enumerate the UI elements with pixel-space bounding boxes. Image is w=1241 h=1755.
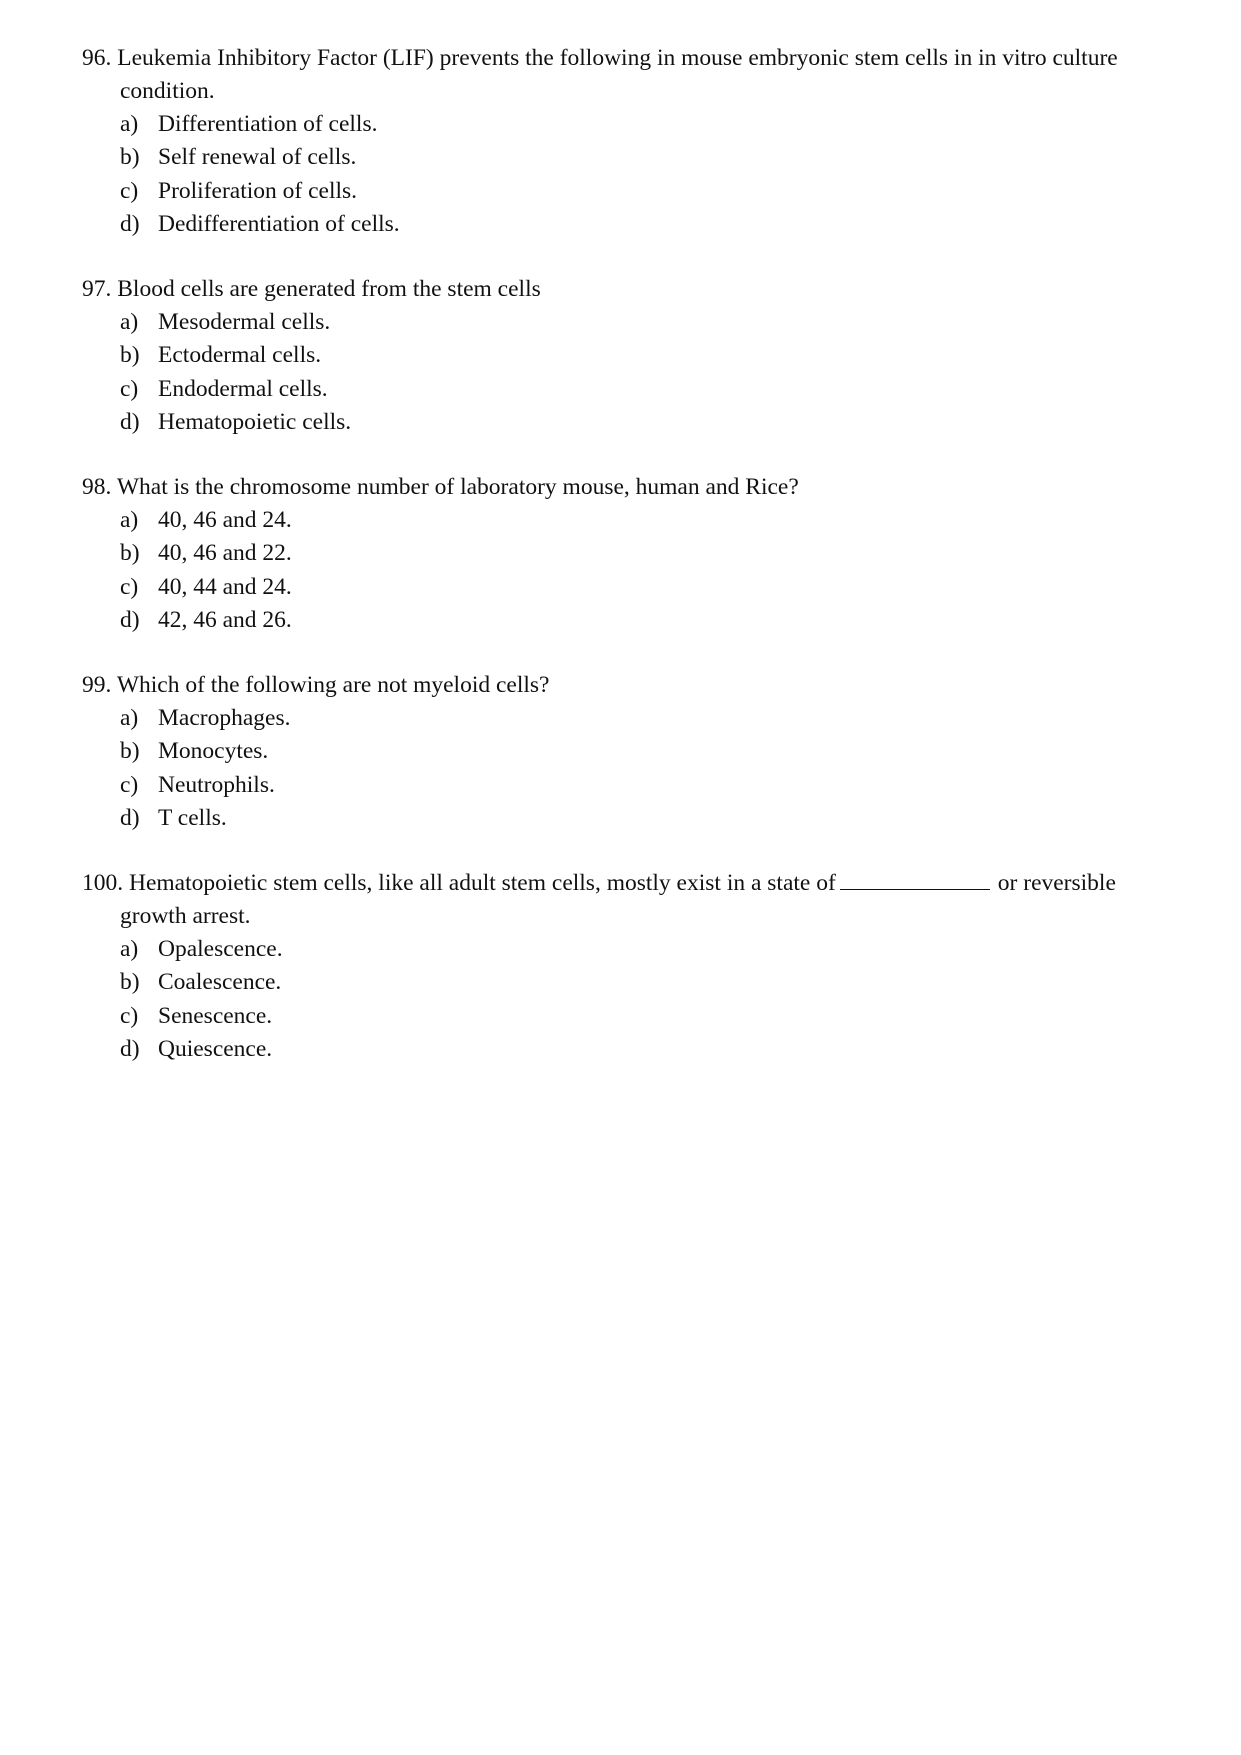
question-number: 98. (82, 474, 112, 500)
option-c (120, 175, 1162, 208)
option-text: 40, 44 and 24. (158, 573, 292, 600)
option-letter: a) (120, 309, 139, 335)
option-letter: b) (120, 738, 140, 765)
option-letter: a) (120, 936, 139, 962)
question-97 (82, 273, 1162, 439)
option-c (120, 571, 1162, 604)
question-number: 100. (82, 870, 124, 896)
option-letter: a) (120, 705, 139, 731)
option-letter: d) (120, 1035, 140, 1062)
question-99 (82, 669, 1162, 835)
option-a (120, 933, 1162, 966)
question-number: 96. (82, 45, 112, 71)
question-text-after-blank: or reversible growth arrest. (120, 870, 1116, 929)
option-text: Neutrophils. (158, 771, 275, 798)
option-text: Monocytes. (158, 738, 269, 765)
question-text: What is the chromosome number of laboratory mouse, human and Rice? (116, 474, 799, 500)
question-stem (82, 669, 1162, 702)
question-number: 99. (82, 672, 112, 698)
option-b (120, 141, 1162, 174)
option-text: Dedifferentiation of cells. (158, 210, 400, 237)
option-c (120, 373, 1162, 406)
question-text: Leukemia Inhibitory Factor (LIF) prevents the following in mouse embryonic stem cells in in vitro culture condition. (117, 45, 1118, 104)
option-text: Macrophages. (158, 705, 291, 731)
option-d (120, 1033, 1162, 1066)
option-c (120, 769, 1162, 802)
question-96 (82, 42, 1162, 241)
option-letter: b) (120, 540, 140, 567)
option-text: Differentiation of cells. (158, 111, 378, 137)
option-c (120, 1000, 1162, 1033)
option-letter: d) (120, 606, 140, 633)
option-d (120, 208, 1162, 241)
option-letter: d) (120, 804, 140, 831)
option-list (82, 702, 1162, 835)
question-stem (82, 42, 1162, 108)
option-a (120, 306, 1162, 339)
option-d (120, 802, 1162, 835)
option-text: 42, 46 and 26. (158, 606, 292, 633)
question-number: 97. (82, 276, 112, 302)
question-98 (82, 471, 1162, 637)
option-letter: c) (120, 573, 139, 600)
option-list (82, 306, 1162, 439)
question-text-before-blank: Hematopoietic stem cells, like all adult stem cells, mostly exist in a state of (129, 870, 836, 896)
option-letter: c) (120, 177, 139, 204)
option-letter: d) (120, 408, 140, 435)
option-d (120, 604, 1162, 637)
fill-in-blank (840, 869, 990, 890)
question-text: Which of the following are not myeloid cells? (116, 672, 550, 698)
option-b (120, 966, 1162, 999)
option-text: Self renewal of cells. (158, 144, 357, 171)
option-list (82, 933, 1162, 1066)
option-list (82, 108, 1162, 241)
option-text: Quiescence. (158, 1035, 273, 1062)
option-text: Coalescence. (158, 969, 282, 996)
question-stem (82, 273, 1162, 306)
option-a (120, 504, 1162, 537)
option-list (82, 504, 1162, 637)
question-stem (82, 471, 1162, 504)
option-letter: c) (120, 771, 139, 798)
option-a (120, 702, 1162, 735)
option-text: Senescence. (158, 1002, 273, 1029)
option-text: Opalescence. (158, 936, 283, 962)
question-stem (82, 867, 1162, 933)
option-text: Hematopoietic cells. (158, 408, 352, 435)
option-d (120, 406, 1162, 439)
option-a (120, 108, 1162, 141)
option-letter: a) (120, 507, 139, 533)
option-letter: b) (120, 969, 140, 996)
option-letter: a) (120, 111, 139, 137)
option-letter: b) (120, 144, 140, 171)
option-letter: d) (120, 210, 140, 237)
option-b (120, 339, 1162, 372)
option-text: 40, 46 and 24. (158, 507, 292, 533)
option-letter: b) (120, 342, 140, 369)
option-text: Ectodermal cells. (158, 342, 322, 369)
option-letter: c) (120, 1002, 139, 1029)
option-text: Mesodermal cells. (158, 309, 331, 335)
option-text: 40, 46 and 22. (158, 540, 292, 567)
option-text: Endodermal cells. (158, 375, 328, 402)
option-letter: c) (120, 375, 139, 402)
option-text: T cells. (158, 804, 227, 831)
option-b (120, 735, 1162, 768)
question-100 (82, 867, 1162, 1066)
option-b (120, 537, 1162, 570)
option-text: Proliferation of cells. (158, 177, 358, 204)
question-text: Blood cells are generated from the stem cells (117, 276, 541, 302)
